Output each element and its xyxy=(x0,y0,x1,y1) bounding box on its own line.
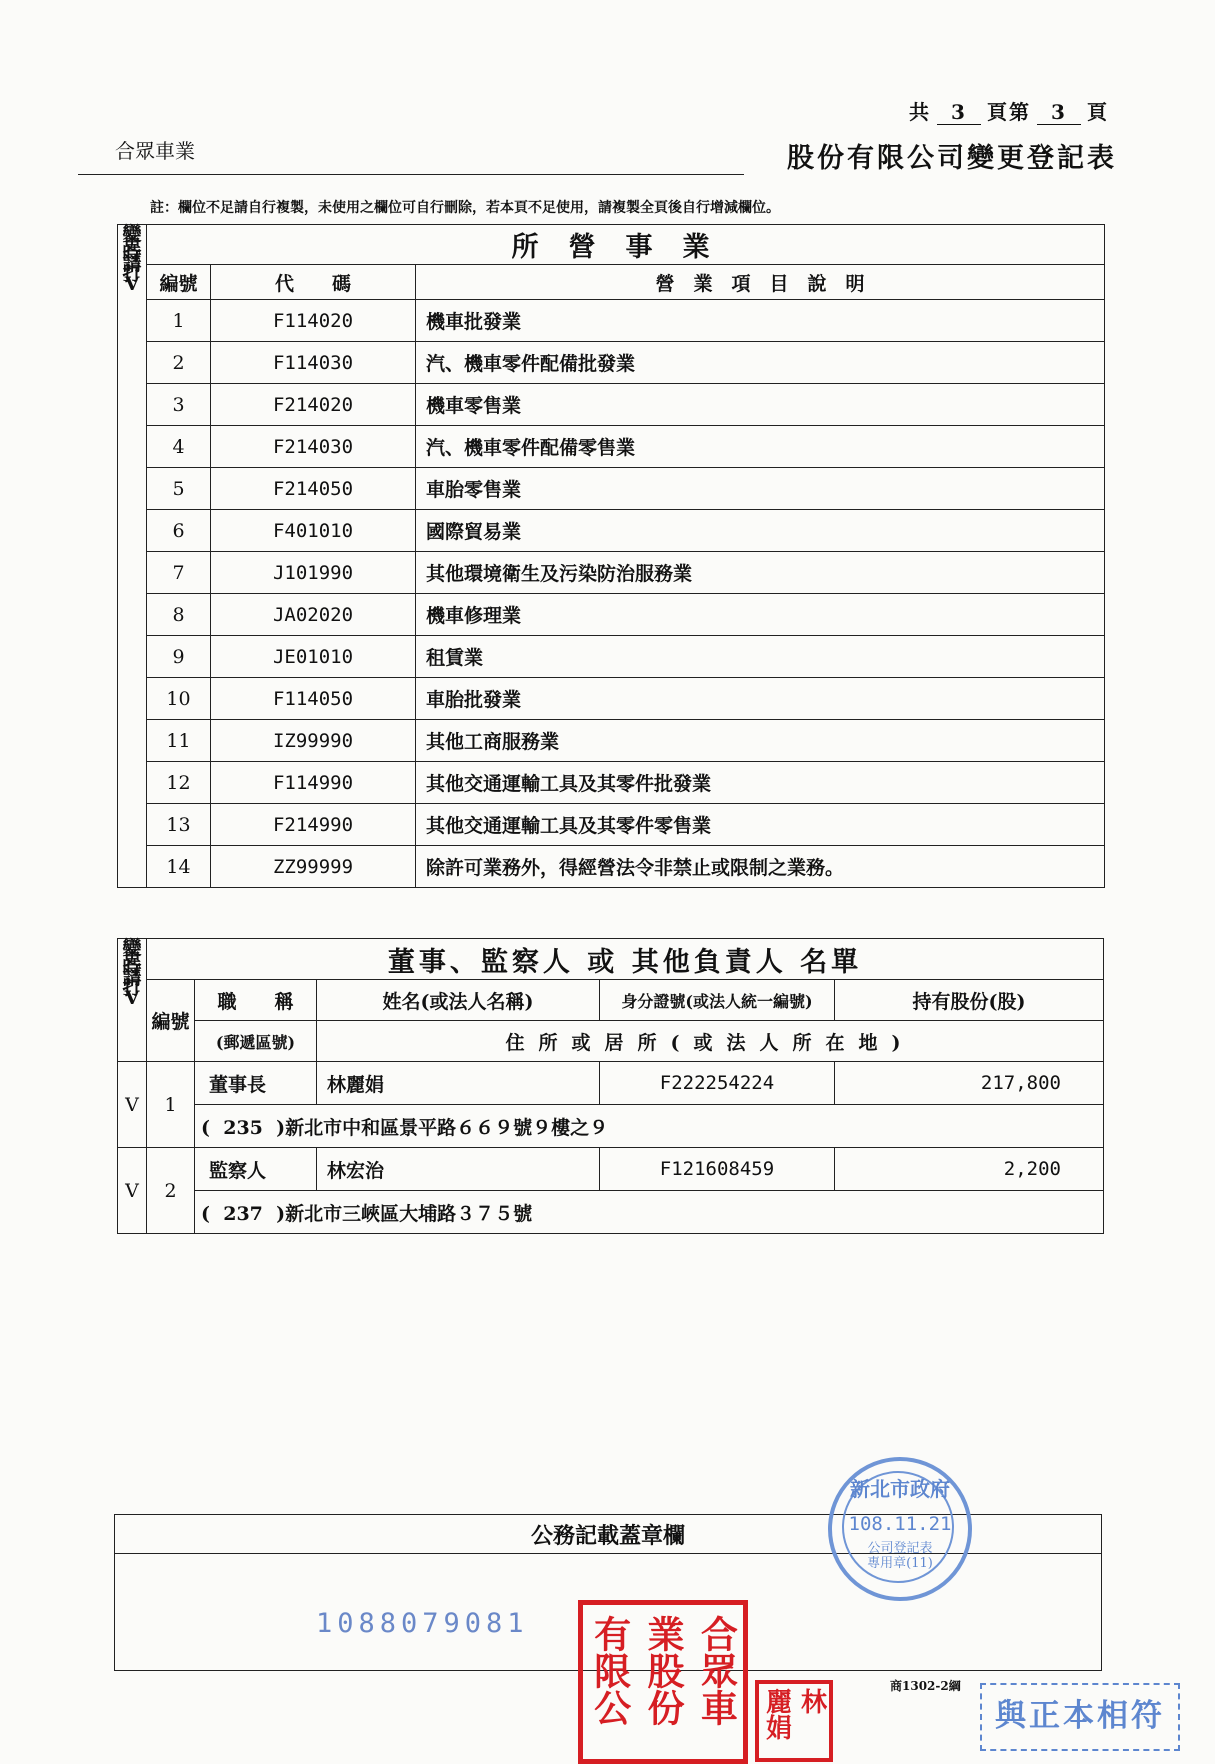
table-row: 12 F114990 其他交通運輸工具及其零件批發業 xyxy=(118,762,1105,804)
col-no: 編號 xyxy=(147,980,195,1062)
table-row: 4 F214030 汽、機車零件配備零售業 xyxy=(118,426,1105,468)
form-title: 股份有限公司變更登記表 xyxy=(787,143,1117,174)
business-table xyxy=(117,224,1105,888)
table-row: 14 ZZ99999 除許可業務外，得經營法令非禁止或限制之業務。 xyxy=(118,846,1105,888)
company-underline xyxy=(78,174,744,175)
table-row: 3 F214020 機車零售業 xyxy=(118,384,1105,426)
certified-copy-stamp: 與正本相符 xyxy=(980,1683,1180,1751)
page-count: 共 3 頁第 3 頁 xyxy=(909,100,1109,124)
instruction-note: 註：欄位不足請自行複製，未使用之欄位可自行刪除，若本頁不足使用，請複製全頁後自行增減欄位。 xyxy=(150,200,780,216)
table-row: 7 J101990 其他環境衛生及污染防治服務業 xyxy=(118,552,1105,594)
col-shares: 持有股份(股) xyxy=(835,980,1104,1021)
change-mark-label: 變更時請打V xyxy=(118,225,147,888)
table-row: 10 F114050 車胎批發業 xyxy=(118,678,1105,720)
table-row: V 1 董事長 林麗娟 F222254224 217,800 xyxy=(118,1062,1104,1105)
table-row: V 2 監察人 林宏治 F121608459 2,200 xyxy=(118,1148,1104,1191)
personal-seal: 林 麗娟 xyxy=(755,1680,833,1762)
col-id: 身分證號(或法人統一編號) xyxy=(600,980,835,1021)
table-row: 5 F214050 車胎零售業 xyxy=(118,468,1105,510)
page-total: 3 xyxy=(937,100,981,125)
table-row: 9 JE01010 租賃業 xyxy=(118,636,1105,678)
address-row: ( 237 )新北市三峽區大埔路３７５號 xyxy=(118,1191,1104,1234)
table-row: 6 F401010 國際貿易業 xyxy=(118,510,1105,552)
page-current: 3 xyxy=(1037,100,1081,125)
col-code: 代 碼 xyxy=(211,265,416,300)
official-record-title: 公務記載蓋章欄 xyxy=(115,1515,1102,1554)
table-row: 1 F114020 機車批發業 xyxy=(118,300,1105,342)
col-postal: (郵遞區號) xyxy=(195,1021,317,1062)
table-row: 11 IZ99990 其他工商服務業 xyxy=(118,720,1105,762)
address-row: ( 235 )新北市中和區景平路６６９號９樓之９ xyxy=(118,1105,1104,1148)
form-code: 商1302-2綱 xyxy=(890,1679,961,1693)
col-name: 姓名(或法人名稱) xyxy=(317,980,600,1021)
business-title: 所營事業 xyxy=(147,225,1105,265)
change-mark-label: 變更時請打V xyxy=(118,939,147,1062)
government-seal: 新北市政府 108.11.21 公司登記表 專用章(11) xyxy=(828,1457,972,1601)
col-title: 職 稱 xyxy=(195,980,317,1021)
serial-number: 1088079081 xyxy=(316,1608,529,1639)
col-no: 編號 xyxy=(147,265,211,300)
company-name: 合眾車業 xyxy=(115,139,195,163)
directors-table xyxy=(117,938,1104,1234)
col-address: 住所或居所(或法人所在地) xyxy=(317,1021,1104,1062)
table-row: 8 JA02020 機車修理業 xyxy=(118,594,1105,636)
table-row: 13 F214990 其他交通運輸工具及其零件零售業 xyxy=(118,804,1105,846)
directors-title: 董事、監察人 或 其他負責人 名單 xyxy=(147,939,1104,980)
table-row: 2 F114030 汽、機車零件配備批發業 xyxy=(118,342,1105,384)
col-desc: 營 業 項 目 說 明 xyxy=(416,265,1105,300)
company-seal: 合眾車 業股份 有限公 xyxy=(578,1600,748,1764)
